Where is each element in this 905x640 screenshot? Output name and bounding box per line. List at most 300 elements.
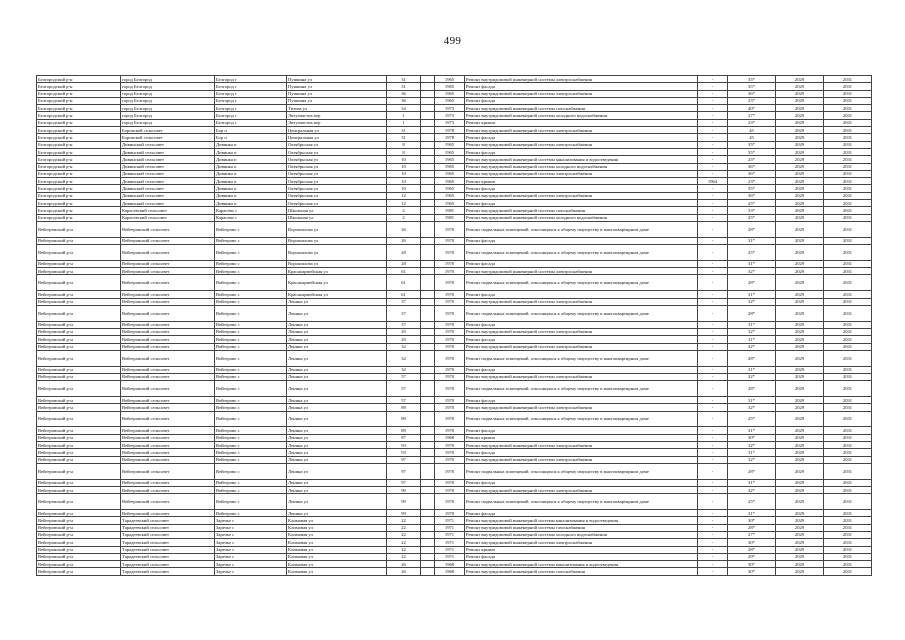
work-type-cell: Ремонт подвальных помещений, относящихся к общему имуществу в многоквартирном доме: [465, 381, 698, 397]
district-cell: Вейгеровский р-н: [37, 305, 121, 321]
year-built-cell: 1970: [435, 411, 465, 427]
district-cell: Вейгеровский р-н: [37, 260, 121, 267]
street-cell: Климовая ул: [287, 561, 387, 568]
house-number-cell: 32: [387, 350, 421, 366]
plan-end-year-cell: 2031: [824, 486, 872, 493]
house-number-cell: 87: [387, 434, 421, 441]
building-cell: [421, 119, 435, 126]
street-cell: Климовая ул: [287, 568, 387, 575]
wear-percent-cell: 30*: [728, 561, 776, 568]
year-built-cell: 1970: [435, 366, 465, 373]
table-row: [37, 328, 872, 335]
house-number-cell: 61: [387, 275, 421, 291]
district-cell: Вейгеровский р-н: [37, 373, 121, 380]
table-row: [37, 237, 872, 244]
year-built-cell: 1971: [435, 546, 465, 553]
table-row: [37, 83, 872, 90]
building-cell: [421, 192, 435, 199]
last-repair-year-cell: -: [698, 97, 728, 104]
district-cell: Вейгеровский р-н: [37, 221, 121, 237]
street-cell: Ленина ул: [287, 441, 387, 448]
wear-percent-cell: 28*: [728, 546, 776, 553]
table-row: [37, 127, 872, 134]
building-cell: [421, 517, 435, 524]
year-built-cell: 1965: [435, 185, 465, 192]
house-number-cell: 22: [387, 546, 421, 553]
plan-start-year-cell: 2029: [776, 245, 824, 261]
house-number-cell: 22: [387, 517, 421, 524]
district-cell: Вейгеровский р-н: [37, 343, 121, 350]
work-type-cell: Ремонт внутридомовой инженерной системы электроснабжения: [465, 192, 698, 199]
table-row: [37, 463, 872, 479]
year-built-cell: 1971: [435, 531, 465, 538]
wear-percent-cell: 28*: [728, 350, 776, 366]
house-number-cell: 34: [387, 105, 421, 112]
last-repair-year-cell: -: [698, 321, 728, 328]
house-number-cell: 12: [387, 192, 421, 199]
plan-end-year-cell: 2031: [824, 245, 872, 261]
house-number-cell: 93: [387, 441, 421, 448]
plan-end-year-cell: 2031: [824, 396, 872, 403]
year-built-cell: 1970: [435, 479, 465, 486]
settlement-cell: город Белгород: [121, 119, 215, 126]
plan-end-year-cell: 2031: [824, 517, 872, 524]
settlement-cell: Вейгеровский сельсовет: [121, 373, 215, 380]
last-repair-year-cell: -: [698, 105, 728, 112]
street-cell: Красноармейская ул: [287, 291, 387, 298]
building-cell: [421, 245, 435, 261]
district-cell: Вейгеровский р-н: [37, 486, 121, 493]
district-cell: Вейгеровский р-н: [37, 561, 121, 568]
table-row: [37, 539, 872, 546]
work-type-cell: Ремонт фасада: [465, 510, 698, 517]
settlement-cell: Дивинский сельсовет: [121, 148, 215, 155]
plan-end-year-cell: 2031: [824, 411, 872, 427]
street-cell: Ленина ул: [287, 350, 387, 366]
settlement-cell: Вейгеровский сельсовет: [121, 427, 215, 434]
plan-start-year-cell: 2029: [776, 441, 824, 448]
locality-cell: Вейгерово с: [215, 479, 287, 486]
work-type-cell: Ремонт фасада: [465, 449, 698, 456]
street-cell: Октябрьская ул: [287, 200, 387, 207]
work-type-cell: Ремонт внутридомовой инженерной системы электроснабжения: [465, 539, 698, 546]
plan-start-year-cell: 2029: [776, 427, 824, 434]
district-cell: Белгородский р-н: [37, 192, 121, 199]
district-cell: Вейгеровский р-н: [37, 553, 121, 560]
locality-cell: Заречье с: [215, 524, 287, 531]
work-type-cell: Ремонт фасада: [465, 83, 698, 90]
street-cell: Пушкина ул: [287, 97, 387, 104]
locality-cell: Заречье с: [215, 561, 287, 568]
locality-cell: Вейгерово с: [215, 381, 287, 397]
street-cell: Ленина ул: [287, 449, 387, 456]
district-cell: Вейгеровский р-н: [37, 321, 121, 328]
plan-start-year-cell: 2029: [776, 449, 824, 456]
plan-end-year-cell: 2031: [824, 321, 872, 328]
table-row: [37, 321, 872, 328]
street-cell: Ленина ул: [287, 321, 387, 328]
last-repair-year-cell: -: [698, 237, 728, 244]
table-row: [37, 449, 872, 456]
work-type-cell: Ремонт подвальных помещений, относящихся к общему имуществу в многоквартирном доме: [465, 463, 698, 479]
table-row: [37, 178, 872, 185]
house-number-cell: 22: [387, 524, 421, 531]
plan-end-year-cell: 2031: [824, 127, 872, 134]
settlement-cell: Дивинский сельсовет: [121, 141, 215, 148]
building-cell: [421, 456, 435, 463]
wear-percent-cell: 30*: [728, 434, 776, 441]
plan-end-year-cell: 2031: [824, 561, 872, 568]
district-cell: Вейгеровский р-н: [37, 546, 121, 553]
building-cell: [421, 404, 435, 411]
year-built-cell: 1971: [435, 517, 465, 524]
locality-cell: Белгород г: [215, 90, 287, 97]
building-cell: [421, 178, 435, 185]
wear-percent-cell: 30*: [728, 568, 776, 575]
work-type-cell: Ремонт внутридомовой инженерной системы электроснабжения: [465, 486, 698, 493]
wear-percent-cell: 23*: [728, 178, 776, 185]
district-cell: Белгородский р-н: [37, 163, 121, 170]
locality-cell: Бор п: [215, 134, 287, 141]
plan-end-year-cell: 2031: [824, 427, 872, 434]
building-cell: [421, 298, 435, 305]
work-type-cell: Ремонт внутридомовой инженерной системы электроснабжения: [465, 456, 698, 463]
year-built-cell: 1970: [435, 350, 465, 366]
work-type-cell: Ремонт фасада: [465, 148, 698, 155]
building-cell: [421, 221, 435, 237]
building-cell: [421, 539, 435, 546]
locality-cell: Дивинка п: [215, 170, 287, 177]
street-cell: Ленина ул: [287, 456, 387, 463]
year-built-cell: 1971: [435, 553, 465, 560]
last-repair-year-cell: -: [698, 268, 728, 275]
district-cell: Белгородский р-н: [37, 97, 121, 104]
street-cell: Ленина ул: [287, 404, 387, 411]
table-row: [37, 275, 872, 291]
table-row: [37, 553, 872, 560]
last-repair-year-cell: -: [698, 366, 728, 373]
last-repair-year-cell: -: [698, 373, 728, 380]
year-built-cell: 1970: [435, 343, 465, 350]
settlement-cell: Карасевский сельсовет: [121, 207, 215, 214]
locality-cell: Вейгерово с: [215, 298, 287, 305]
last-repair-year-cell: -: [698, 156, 728, 163]
locality-cell: Вейгерово с: [215, 396, 287, 403]
plan-start-year-cell: 2029: [776, 486, 824, 493]
plan-start-year-cell: 2029: [776, 291, 824, 298]
settlement-cell: Вейгеровский сельсовет: [121, 275, 215, 291]
wear-percent-cell: 33*: [728, 207, 776, 214]
district-cell: Вейгеровский р-н: [37, 411, 121, 427]
plan-start-year-cell: 2029: [776, 336, 824, 343]
house-number-cell: 99: [387, 486, 421, 493]
house-number-cell: 8: [387, 148, 421, 155]
last-repair-year-cell: -: [698, 343, 728, 350]
year-built-cell: 1970: [435, 396, 465, 403]
street-cell: Красноармейская ул: [287, 275, 387, 291]
last-repair-year-cell: 1964: [698, 178, 728, 185]
plan-end-year-cell: 2031: [824, 381, 872, 397]
house-number-cell: 37: [387, 321, 421, 328]
table-row: [37, 119, 872, 126]
table-row: [37, 134, 872, 141]
building-cell: [421, 237, 435, 244]
building-cell: [421, 185, 435, 192]
building-cell: [421, 156, 435, 163]
year-built-cell: 1965: [435, 200, 465, 207]
year-built-cell: 1970: [435, 291, 465, 298]
wear-percent-cell: 31*: [728, 237, 776, 244]
settlement-cell: Вейгеровский сельсовет: [121, 441, 215, 448]
locality-cell: Дивинка п: [215, 156, 287, 163]
work-type-cell: Ремонт фасада: [465, 396, 698, 403]
house-number-cell: 31: [387, 76, 421, 83]
last-repair-year-cell: -: [698, 148, 728, 155]
plan-start-year-cell: 2029: [776, 163, 824, 170]
locality-cell: Вейгерово с: [215, 350, 287, 366]
work-type-cell: Ремонт внутридомовой инженерной системы холодного водоснабжения: [465, 214, 698, 221]
building-cell: [421, 396, 435, 403]
district-cell: Вейгеровский р-н: [37, 381, 121, 397]
last-repair-year-cell: -: [698, 427, 728, 434]
work-type-cell: Ремонт внутридомовой инженерной системы электроснабжения: [465, 441, 698, 448]
street-cell: Энтузиастов пер: [287, 112, 387, 119]
locality-cell: Вейгерово с: [215, 328, 287, 335]
district-cell: Белгородский р-н: [37, 112, 121, 119]
street-cell: Центральная ул: [287, 127, 387, 134]
wear-percent-cell: 32*: [728, 456, 776, 463]
plan-start-year-cell: 2029: [776, 561, 824, 568]
locality-cell: Заречье с: [215, 553, 287, 560]
settlement-cell: Вейгеровский сельсовет: [121, 343, 215, 350]
locality-cell: Дивинка п: [215, 163, 287, 170]
settlement-cell: Вейгеровский сельсовет: [121, 396, 215, 403]
district-cell: Белгородский р-н: [37, 178, 121, 185]
house-number-cell: 26: [387, 568, 421, 575]
table-row: [37, 411, 872, 427]
building-cell: [421, 531, 435, 538]
last-repair-year-cell: -: [698, 245, 728, 261]
plan-start-year-cell: 2029: [776, 350, 824, 366]
street-cell: Школьная ул: [287, 207, 387, 214]
house-number-cell: 97: [387, 456, 421, 463]
building-cell: [421, 112, 435, 119]
table-row: [37, 291, 872, 298]
settlement-cell: Вейгеровский сельсовет: [121, 463, 215, 479]
last-repair-year-cell: -: [698, 494, 728, 510]
locality-cell: Белгород г: [215, 105, 287, 112]
building-cell: [421, 441, 435, 448]
building-cell: [421, 170, 435, 177]
last-repair-year-cell: -: [698, 539, 728, 546]
house-number-cell: 28: [387, 245, 421, 261]
table-row: [37, 486, 872, 493]
wear-percent-cell: 31*: [728, 427, 776, 434]
table-row: [37, 434, 872, 441]
year-built-cell: 1978: [435, 127, 465, 134]
work-type-cell: Ремонт крыши: [465, 178, 698, 185]
settlement-cell: Дивинский сельсовет: [121, 200, 215, 207]
house-number-cell: 26: [387, 221, 421, 237]
street-cell: Октябрьская ул: [287, 178, 387, 185]
wear-percent-cell: 36*: [728, 90, 776, 97]
settlement-cell: Вейгеровский сельсовет: [121, 321, 215, 328]
table-row: [37, 305, 872, 321]
house-number-cell: 99: [387, 494, 421, 510]
work-type-cell: Ремонт фасада: [465, 321, 698, 328]
plan-start-year-cell: 2029: [776, 517, 824, 524]
house-number-cell: 10: [387, 185, 421, 192]
building-cell: [421, 568, 435, 575]
locality-cell: Заречье с: [215, 539, 287, 546]
settlement-cell: город Белгород: [121, 76, 215, 83]
locality-cell: Карасево с: [215, 214, 287, 221]
building-cell: [421, 381, 435, 397]
table-row: [37, 245, 872, 261]
district-cell: Вейгеровский р-н: [37, 366, 121, 373]
street-cell: Ленина ул: [287, 366, 387, 373]
locality-cell: Вейгерово с: [215, 427, 287, 434]
work-type-cell: Ремонт подвальных помещений, относящихся к общему имуществу в многоквартирном доме: [465, 411, 698, 427]
house-number-cell: 31: [387, 134, 421, 141]
plan-start-year-cell: 2029: [776, 305, 824, 321]
street-cell: Ворошилова ул: [287, 260, 387, 267]
table-row: [37, 350, 872, 366]
last-repair-year-cell: -: [698, 531, 728, 538]
locality-cell: Карасево с: [215, 207, 287, 214]
locality-cell: Вейгерово с: [215, 510, 287, 517]
street-cell: Октябрьская ул: [287, 163, 387, 170]
locality-cell: Вейгерово с: [215, 411, 287, 427]
work-type-cell: Ремонт внутридомовой инженерной системы газоснабжения: [465, 105, 698, 112]
street-cell: Ленина ул: [287, 494, 387, 510]
wear-percent-cell: 32*: [728, 298, 776, 305]
work-type-cell: Ремонт подвальных помещений, относящихся к общему имуществу в многоквартирном доме: [465, 221, 698, 237]
last-repair-year-cell: -: [698, 298, 728, 305]
locality-cell: Дивинка п: [215, 200, 287, 207]
street-cell: Ленина ул: [287, 411, 387, 427]
building-cell: [421, 141, 435, 148]
last-repair-year-cell: -: [698, 134, 728, 141]
last-repair-year-cell: -: [698, 404, 728, 411]
settlement-cell: Тарадеевский сельсовет: [121, 546, 215, 553]
work-type-cell: Ремонт фасада: [465, 291, 698, 298]
locality-cell: Вейгерово с: [215, 275, 287, 291]
year-built-cell: 1970: [435, 373, 465, 380]
plan-start-year-cell: 2029: [776, 434, 824, 441]
plan-start-year-cell: 2029: [776, 170, 824, 177]
plan-start-year-cell: 2029: [776, 214, 824, 221]
year-built-cell: 1970: [435, 427, 465, 434]
wear-percent-cell: 31*: [728, 479, 776, 486]
last-repair-year-cell: -: [698, 192, 728, 199]
year-built-cell: 1970: [435, 305, 465, 321]
wear-percent-cell: 30*: [728, 517, 776, 524]
last-repair-year-cell: -: [698, 381, 728, 397]
street-cell: Пушкина ул: [287, 83, 387, 90]
street-cell: Ленина ул: [287, 336, 387, 343]
district-cell: Вейгеровский р-н: [37, 336, 121, 343]
locality-cell: Вейгерово с: [215, 305, 287, 321]
year-built-cell: 1965: [435, 90, 465, 97]
last-repair-year-cell: -: [698, 207, 728, 214]
year-built-cell: 1968: [435, 561, 465, 568]
wear-percent-cell: 32*: [728, 373, 776, 380]
wear-percent-cell: 23*: [728, 97, 776, 104]
house-number-cell: 89: [387, 427, 421, 434]
house-number-cell: 57: [387, 381, 421, 397]
year-built-cell: 1970: [435, 494, 465, 510]
year-built-cell: 1965: [435, 192, 465, 199]
district-cell: Вейгеровский р-н: [37, 350, 121, 366]
street-cell: Октябрьская ул: [287, 156, 387, 163]
house-number-cell: 1: [387, 119, 421, 126]
work-type-cell: Ремонт фасада: [465, 366, 698, 373]
settlement-cell: Вейгеровский сельсовет: [121, 366, 215, 373]
year-built-cell: 1968: [435, 434, 465, 441]
street-cell: Октябрьская ул: [287, 141, 387, 148]
settlement-cell: Вейгеровский сельсовет: [121, 479, 215, 486]
plan-start-year-cell: 2029: [776, 463, 824, 479]
district-cell: Вейгеровский р-н: [37, 456, 121, 463]
plan-start-year-cell: 2029: [776, 156, 824, 163]
house-number-cell: 97: [387, 463, 421, 479]
building-cell: [421, 134, 435, 141]
plan-end-year-cell: 2031: [824, 237, 872, 244]
year-built-cell: 1971: [435, 524, 465, 531]
year-built-cell: 1970: [435, 245, 465, 261]
house-number-cell: 22: [387, 553, 421, 560]
wear-percent-cell: 35*: [728, 141, 776, 148]
wear-percent-cell: 29*: [728, 553, 776, 560]
wear-percent-cell: 31*: [728, 510, 776, 517]
wear-percent-cell: 35*: [728, 185, 776, 192]
table-row: [37, 141, 872, 148]
wear-percent-cell: 25*: [728, 494, 776, 510]
locality-cell: Вейгерово с: [215, 486, 287, 493]
work-type-cell: Ремонт внутридомовой инженерной системы электроснабжения: [465, 343, 698, 350]
locality-cell: Заречье с: [215, 568, 287, 575]
table-row: [37, 524, 872, 531]
year-built-cell: 1965: [435, 170, 465, 177]
plan-start-year-cell: 2029: [776, 237, 824, 244]
house-number-cell: 89: [387, 411, 421, 427]
table-row: [37, 568, 872, 575]
table-row: [37, 456, 872, 463]
table-row: [37, 298, 872, 305]
year-built-cell: 1970: [435, 486, 465, 493]
building-cell: [421, 373, 435, 380]
settlement-cell: Тарадеевский сельсовет: [121, 561, 215, 568]
settlement-cell: Вейгеровский сельсовет: [121, 404, 215, 411]
district-cell: Вейгеровский р-н: [37, 328, 121, 335]
year-built-cell: 1970: [435, 275, 465, 291]
house-number-cell: 97: [387, 479, 421, 486]
district-cell: Белгородский р-н: [37, 148, 121, 155]
house-number-cell: 29: [387, 328, 421, 335]
plan-end-year-cell: 2031: [824, 434, 872, 441]
street-cell: Ленина ул: [287, 434, 387, 441]
last-repair-year-cell: -: [698, 291, 728, 298]
locality-cell: Вейгерово с: [215, 268, 287, 275]
plan-end-year-cell: 2031: [824, 546, 872, 553]
last-repair-year-cell: -: [698, 546, 728, 553]
building-cell: [421, 434, 435, 441]
plan-start-year-cell: 2029: [776, 553, 824, 560]
last-repair-year-cell: -: [698, 441, 728, 448]
district-cell: Вейгеровский р-н: [37, 494, 121, 510]
plan-end-year-cell: 2031: [824, 207, 872, 214]
